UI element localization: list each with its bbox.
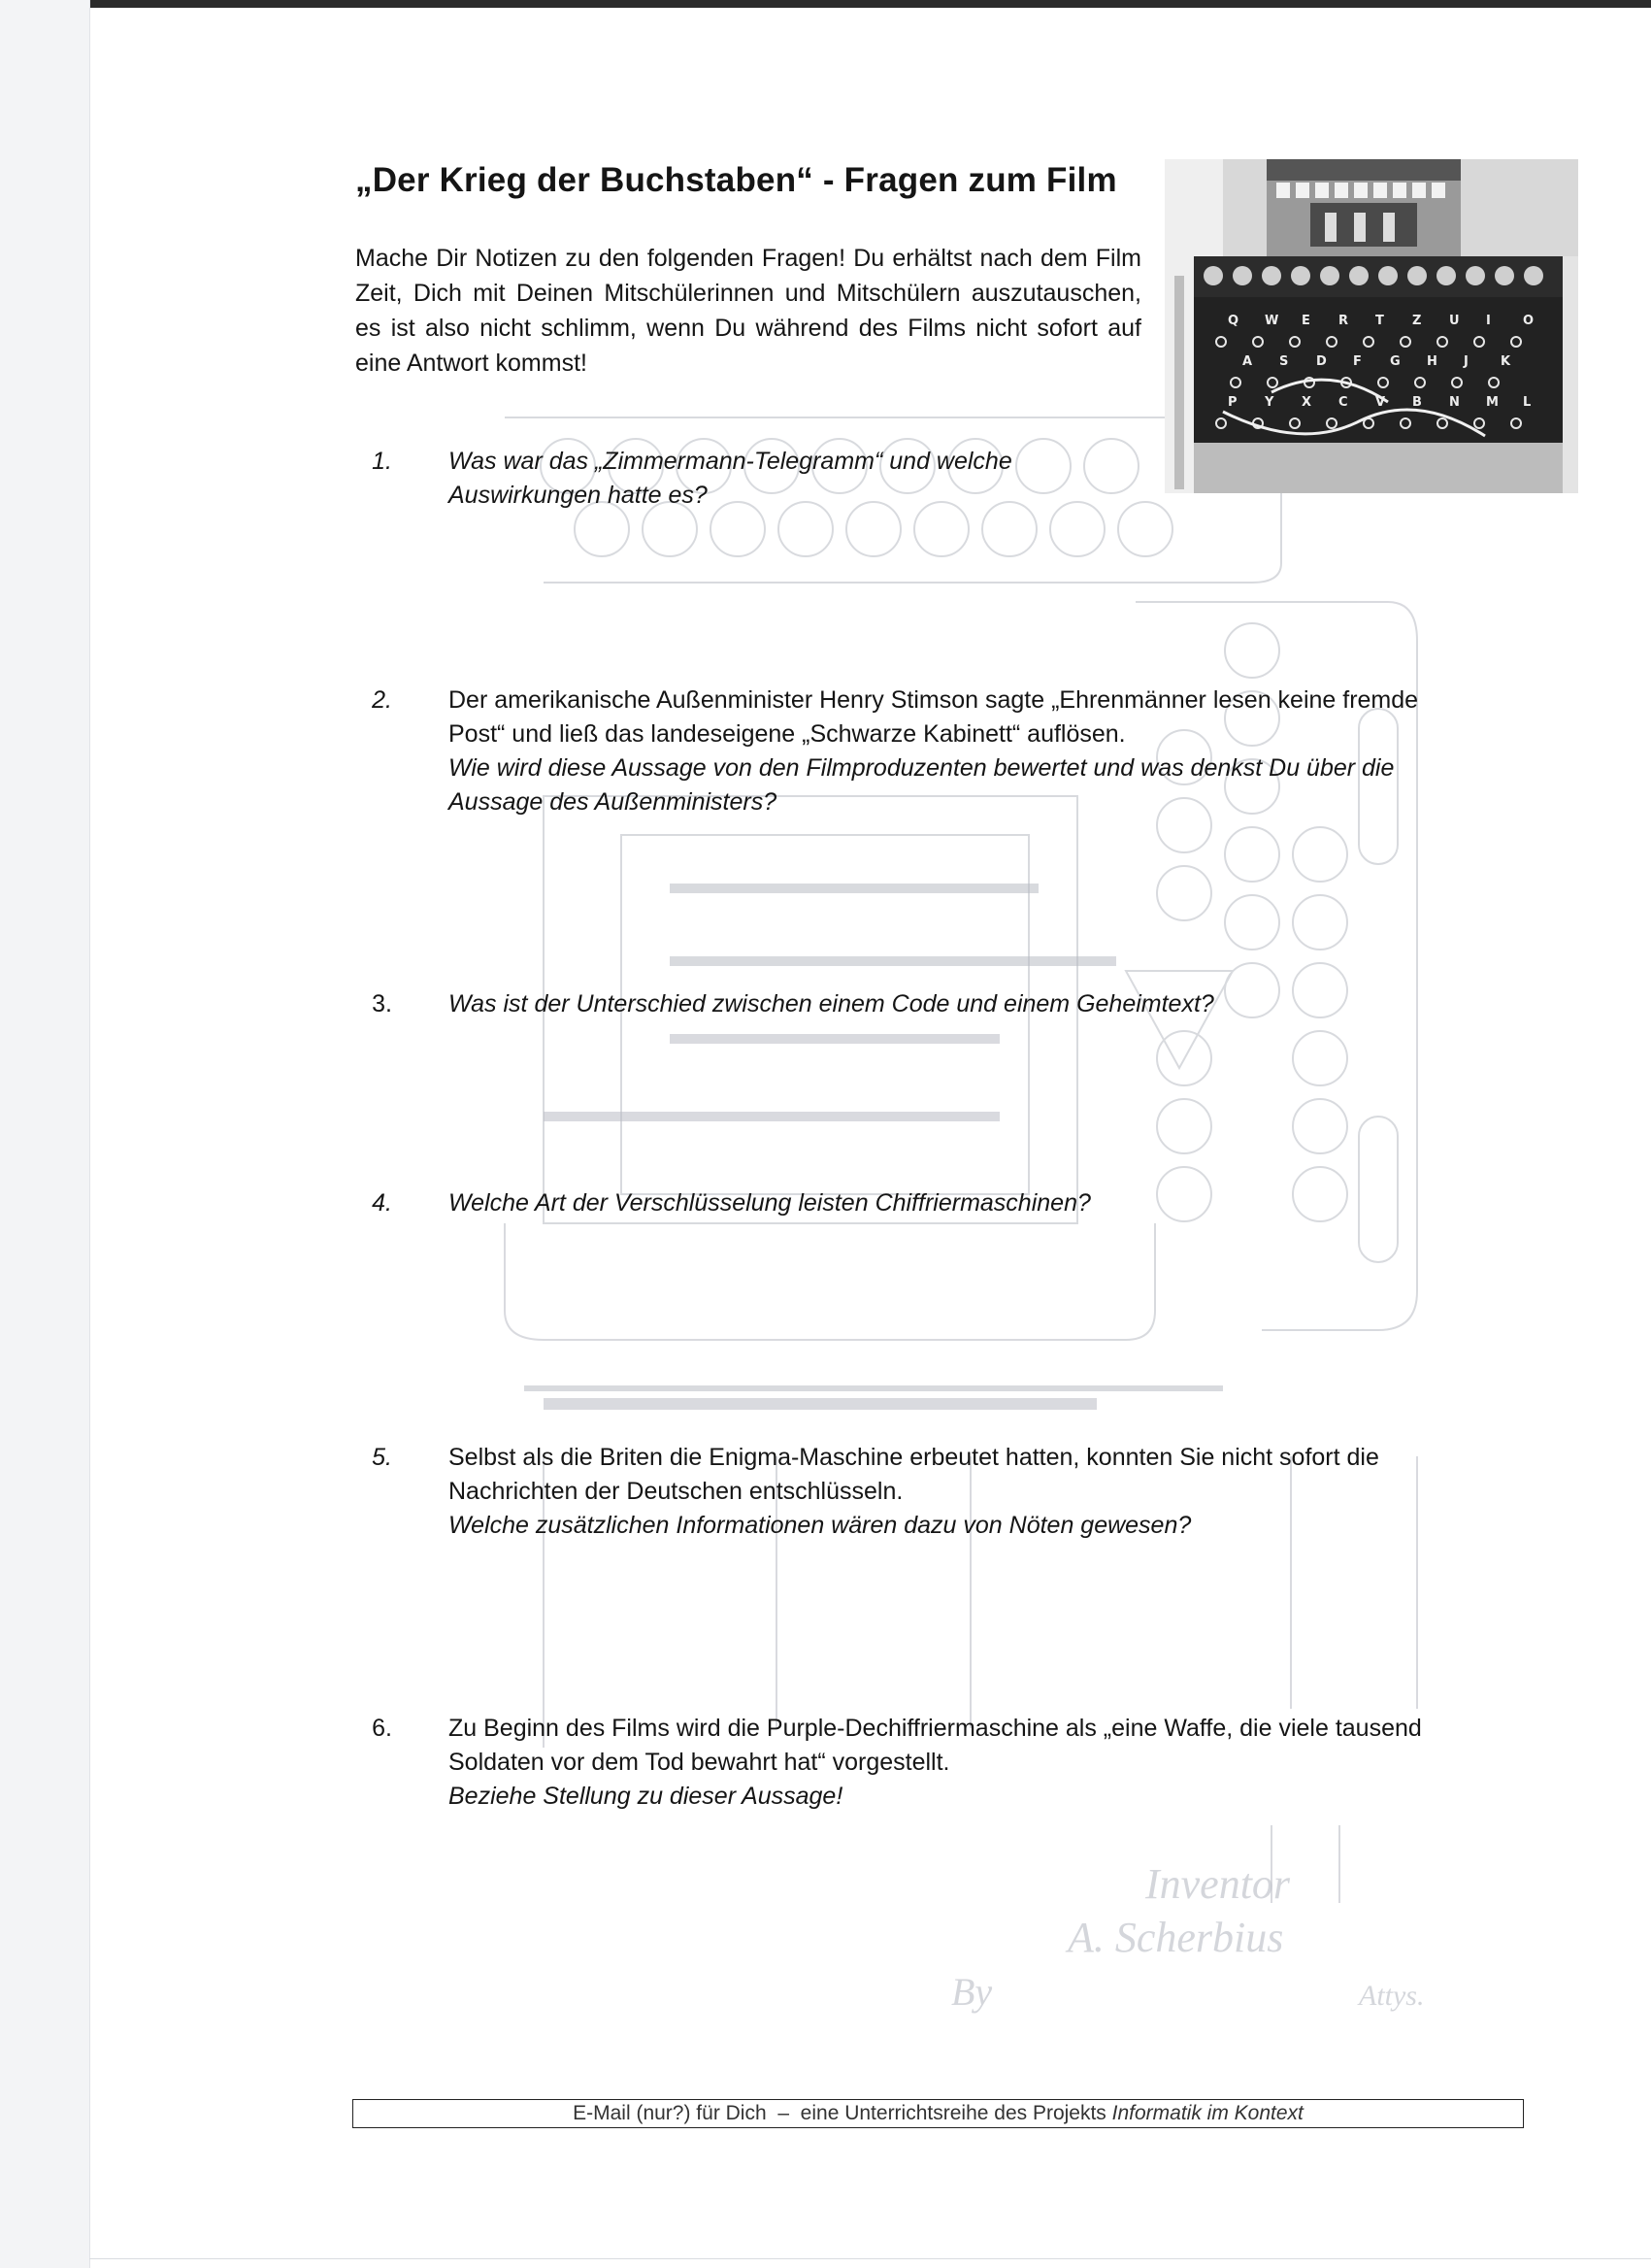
plugboard-key-z: Z (1412, 314, 1422, 328)
question-4 (372, 1186, 1495, 1220)
plugboard-key-h: H (1427, 354, 1437, 369)
plugboard-key-c: C (1338, 395, 1348, 410)
question-line: Zu Beginn des Films wird die Purple-Dechiffriermaschine als „eine Waffe, die viele tausend (448, 1715, 1422, 1742)
question-number: 1. (372, 448, 392, 475)
plugboard-key-i: I (1486, 314, 1491, 328)
plugboard-key-e: E (1302, 314, 1310, 328)
question-line: Post“ und ließ das landeseigene „Schwarze Kabinett“ auflösen. (448, 720, 1126, 748)
watermark-signature-line-3: By (951, 1970, 993, 2014)
enigma-machine-photo (1165, 159, 1578, 493)
question-1 (372, 445, 1495, 513)
plugboard-key-b: B (1412, 395, 1422, 410)
question-line: Selbst als die Briten die Enigma-Maschine erbeutet hatten, konnten Sie nicht sofort die (448, 1444, 1379, 1471)
question-6 (372, 1712, 1495, 1814)
plugboard-key-p: P (1228, 395, 1238, 410)
footer-project-name: Informatik im Kontext (1111, 2102, 1304, 2124)
intro-paragraph: Mache Dir Notizen zu den folgenden Fragen! Du erhältst nach dem Film Zeit, Dich mit Deinen Mitschülerinnen und Mitschülern auszutauschen, es ist also nicht schlimm, wenn Du während des Films nicht sofort auf eine Antwort kommst! (355, 245, 1141, 377)
question-line: Was ist der Unterschied zwischen einem Code und einem Geheimtext? (448, 990, 1214, 1017)
plugboard-key-u: U (1449, 314, 1460, 328)
question-number: 5. (372, 1444, 392, 1471)
plugboard-key-k: K (1501, 354, 1511, 369)
plugboard-key-g: G (1390, 354, 1401, 369)
plugboard-key-d: D (1316, 354, 1327, 369)
scan-edge-bottom (89, 2258, 1651, 2259)
plugboard-key-f: F (1353, 354, 1362, 369)
question-line: Welche Art der Verschlüsselung leisten Chiffriermaschinen? (448, 1189, 1091, 1217)
plugboard-key-j: J (1464, 354, 1469, 369)
watermark-signature-line-1: Inventor (1145, 1860, 1291, 1908)
question-line: Aussage des Außenministers? (448, 788, 777, 816)
question-3 (372, 987, 1495, 1021)
question-line: Wie wird diese Aussage von den Filmproduzenten bewertet und was denkst Du über die (448, 754, 1395, 782)
plugboard-key-m: M (1486, 395, 1499, 410)
plugboard-key-q: Q (1228, 314, 1239, 328)
plugboard-key-v: V (1375, 395, 1386, 410)
footer-text: E-Mail (nur?) für Dich – eine Unterrichtsreihe des Projekts (573, 2102, 1112, 2124)
plugboard-key-l: L (1523, 395, 1532, 410)
question-number: 3. (372, 990, 392, 1017)
question-line: Was war das „Zimmermann-Telegramm“ und welche (448, 448, 1012, 475)
plugboard-key-o: O (1523, 314, 1535, 328)
scan-edge-top (0, 0, 1651, 8)
plugboard-key-w: W (1265, 314, 1279, 328)
plugboard-key-n: N (1449, 395, 1460, 410)
question-number: 4. (372, 1189, 392, 1217)
watermark-signature-line-4: Attys. (1359, 1980, 1425, 2012)
question-line: Auswirkungen hatte es? (448, 482, 708, 509)
plugboard-key-t: T (1375, 314, 1384, 328)
plugboard-key-a: A (1242, 354, 1253, 369)
question-line: Der amerikanische Außenminister Henry Stimson sagte „Ehrenmänner lesen keine fremde (448, 686, 1419, 714)
question-number: 6. (372, 1715, 392, 1742)
plugboard-key-y: Y (1265, 395, 1274, 410)
plugboard-key-x: X (1302, 395, 1312, 410)
question-line: Beziehe Stellung zu dieser Aussage! (448, 1783, 843, 1810)
scan-margin-left (0, 0, 90, 2268)
plugboard-key-s: S (1279, 354, 1289, 369)
worksheet-title: „Der Krieg der Buchstaben“ - Fragen zum Film (355, 161, 1117, 199)
question-line: Soldaten vor dem Tod bewahrt hat“ vorgestellt. (448, 1749, 950, 1776)
watermark-signature-line-2: A. Scherbius (1068, 1914, 1284, 1961)
footer (352, 2099, 1524, 2128)
question-line: Nachrichten der Deutschen entschlüsseln. (448, 1478, 904, 1505)
question-2 (372, 684, 1495, 819)
question-line: Welche zusätzlichen Informationen wären dazu von Nöten gewesen? (448, 1512, 1192, 1539)
question-number: 2. (372, 686, 392, 714)
plugboard-key-r: R (1338, 314, 1349, 328)
question-5 (372, 1441, 1495, 1543)
